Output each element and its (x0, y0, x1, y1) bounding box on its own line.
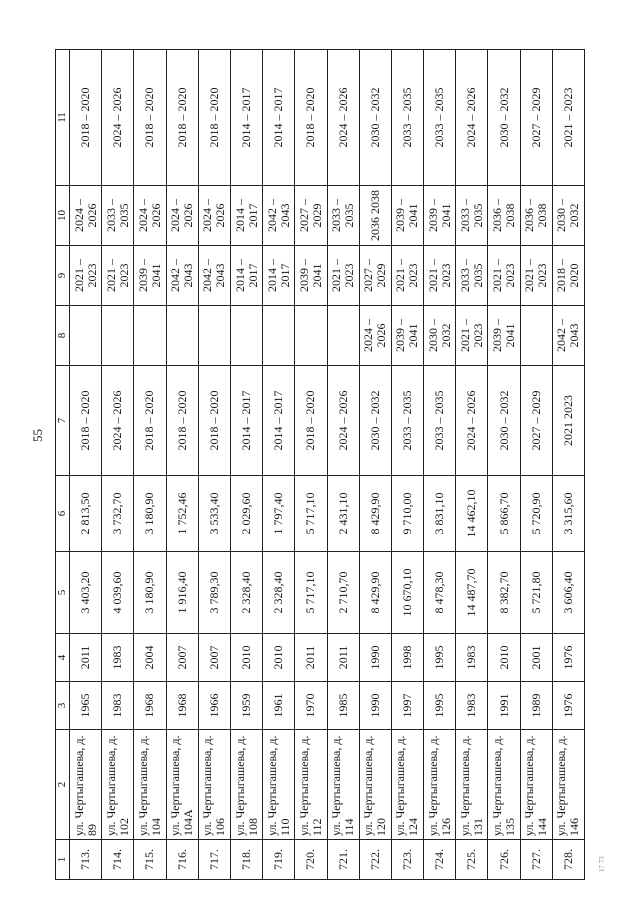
cell-total-area: 1 916,40 (166, 552, 198, 634)
table-row (295, 50, 327, 880)
cell-period-final: 2024 – 2026 (327, 50, 359, 186)
cell-total-area: 8 382,70 (488, 552, 520, 634)
cell-period-final: 2014 – 2017 (230, 50, 262, 186)
cell-period-elevators: 2042 – 2043 (263, 186, 295, 246)
cell-year-reconstructed: 1998 (391, 634, 423, 682)
page-number: 55 (30, 429, 45, 442)
cell-living-area: 2 813,50 (70, 476, 102, 552)
cell-period-final: 2030 – 2032 (359, 50, 391, 186)
cell-period-utilities: 2021 – 2023 (102, 246, 134, 306)
cell-living-area: 1 752,46 (166, 476, 198, 552)
table-row (424, 50, 456, 880)
cell-period-elevators: 2033 – 2035 (102, 186, 134, 246)
cell-living-area: 2 431,10 (327, 476, 359, 552)
cell-period-roof: 2024 – 2026 (456, 366, 488, 476)
cell-living-area: 3 315,60 (552, 476, 584, 552)
cell-period-utilities: 2042 – 2043 (166, 246, 198, 306)
cell-period-final: 2018 – 2020 (295, 50, 327, 186)
cell-period-roof: 2014 – 2017 (230, 366, 262, 476)
column-header-11: 11 (56, 50, 70, 186)
cell-period-facade: 2039 – 2041 (488, 306, 520, 366)
cell-period-utilities: 2014 – 2017 (230, 246, 262, 306)
cell-living-area: 3 732,70 (102, 476, 134, 552)
cell-year-built: 1995 (424, 682, 456, 730)
cell-period-roof: 2024 – 2026 (102, 366, 134, 476)
cell-period-utilities: 2021 – 2023 (424, 246, 456, 306)
cell-period-final: 2018 – 2020 (166, 50, 198, 186)
cell-year-reconstructed: 2011 (295, 634, 327, 682)
cell-year-reconstructed: 2010 (230, 634, 262, 682)
cell-period-facade (327, 306, 359, 366)
cell-period-elevators: 2036 2038 (359, 186, 391, 246)
cell-total-area: 5 717,10 (295, 552, 327, 634)
cell-period-final: 2018 – 2020 (70, 50, 102, 186)
cell-period-facade (134, 306, 166, 366)
cell-period-elevators: 2030 – 2032 (552, 186, 584, 246)
cell-row-number: 718. (230, 840, 262, 880)
table-body (70, 50, 585, 880)
cell-living-area: 2 029,60 (230, 476, 262, 552)
cell-address: ул. Чертыгашева, д. 126 (424, 730, 456, 840)
cell-total-area: 14 487,70 (456, 552, 488, 634)
cell-period-utilities: 2027 – 2029 (359, 246, 391, 306)
cell-year-reconstructed: 1983 (102, 634, 134, 682)
cell-year-reconstructed: 1976 (552, 634, 584, 682)
cell-total-area: 5 721,80 (520, 552, 552, 634)
column-header-3: 3 (56, 682, 70, 730)
cell-year-built: 1968 (134, 682, 166, 730)
cell-living-area: 8 429,90 (359, 476, 391, 552)
cell-period-facade: 2021 – 2023 (456, 306, 488, 366)
cell-total-area: 3 789,30 (198, 552, 230, 634)
cell-address: ул. Чертыгашева, д. 135 (488, 730, 520, 840)
cell-living-area: 5 866,70 (488, 476, 520, 552)
cell-period-elevators: 2039 – 2041 (391, 186, 423, 246)
cell-period-utilities: 2033 – 2035 (456, 246, 488, 306)
cell-address: ул. Чертыгашева, д. 120 (359, 730, 391, 840)
cell-period-utilities: 2021 – 2023 (520, 246, 552, 306)
cell-period-final: 2024 – 2026 (456, 50, 488, 186)
column-header-7: 7 (56, 366, 70, 476)
cell-living-area: 14 462,10 (456, 476, 488, 552)
cell-period-roof: 2018 – 2020 (166, 366, 198, 476)
cell-total-area: 8 478,30 (424, 552, 456, 634)
cell-row-number: 728. (552, 840, 584, 880)
cell-period-roof: 2033 – 2035 (391, 366, 423, 476)
cell-period-final: 2018 – 2020 (134, 50, 166, 186)
cell-address: ул. Чертыгашева, д. 102 (102, 730, 134, 840)
cell-year-reconstructed: 1983 (456, 634, 488, 682)
cell-address: ул. Чертыгашева, д. 106 (198, 730, 230, 840)
cell-living-area: 3 831,10 (424, 476, 456, 552)
cell-living-area: 3 533,40 (198, 476, 230, 552)
cell-period-facade (166, 306, 198, 366)
cell-period-elevators: 2024 – 2026 (198, 186, 230, 246)
column-header-9: 9 (56, 246, 70, 306)
cell-period-final: 2024 – 2026 (102, 50, 134, 186)
table-row (263, 50, 295, 880)
cell-period-facade (230, 306, 262, 366)
cell-period-utilities: 2039 – 2041 (295, 246, 327, 306)
table-row (327, 50, 359, 880)
column-header-4: 4 (56, 634, 70, 682)
cell-period-final: 2030 – 2032 (488, 50, 520, 186)
cell-total-area: 3 606,40 (552, 552, 584, 634)
cell-period-final: 2027 – 2029 (520, 50, 552, 186)
cell-address: ул. Чертыгашева, д. 89 (70, 730, 102, 840)
cell-period-elevators: 2014 – 2017 (230, 186, 262, 246)
cell-period-elevators: 2024 – 2026 (134, 186, 166, 246)
cell-row-number: 714. (102, 840, 134, 880)
cell-year-reconstructed: 1990 (359, 634, 391, 682)
cell-period-elevators: 2039 – 2041 (424, 186, 456, 246)
table-row (102, 50, 134, 880)
cell-row-number: 716. (166, 840, 198, 880)
cell-period-final: 2018 – 2020 (198, 50, 230, 186)
cell-total-area: 3 180,90 (134, 552, 166, 634)
cell-address: ул. Чертыгашева, д. 144 (520, 730, 552, 840)
cell-period-utilities: 2042 – 2043 (198, 246, 230, 306)
cell-address: ул. Чертыгашева, д. 104А (166, 730, 198, 840)
table-row (230, 50, 262, 880)
table-row (520, 50, 552, 880)
column-header-2: 2 (56, 730, 70, 840)
cell-period-final: 2021 – 2023 (552, 50, 584, 186)
table-row (134, 50, 166, 880)
cell-period-roof: 2014 – 2017 (263, 366, 295, 476)
cell-living-area: 1 797,40 (263, 476, 295, 552)
cell-address: ул. Чертыгашева, д. 110 (263, 730, 295, 840)
column-header-10: 10 (56, 186, 70, 246)
cell-period-elevators: 2033 – 2035 (456, 186, 488, 246)
table-row (488, 50, 520, 880)
cell-year-built: 1983 (102, 682, 134, 730)
cell-row-number: 719. (263, 840, 295, 880)
table-row (166, 50, 198, 880)
cell-year-reconstructed: 2001 (520, 634, 552, 682)
cell-period-roof: 2018 – 2020 (70, 366, 102, 476)
cell-year-built: 1983 (456, 682, 488, 730)
cell-period-elevators: 2036 – 2038 (520, 186, 552, 246)
cell-period-elevators: 2033 – 2035 (327, 186, 359, 246)
cell-living-area: 5 717,10 (295, 476, 327, 552)
cell-year-reconstructed: 2004 (134, 634, 166, 682)
cell-year-reconstructed: 2011 (70, 634, 102, 682)
cell-row-number: 715. (134, 840, 166, 880)
cell-year-built: 1976 (552, 682, 584, 730)
cell-year-built: 1965 (70, 682, 102, 730)
table-row (552, 50, 584, 880)
table-row (198, 50, 230, 880)
cell-period-elevators: 2024 – 2026 (70, 186, 102, 246)
cell-total-area: 2 328,40 (263, 552, 295, 634)
cell-period-utilities: 2021 – 2023 (327, 246, 359, 306)
cell-period-roof: 2030 – 2032 (359, 366, 391, 476)
cell-year-built: 1997 (391, 682, 423, 730)
cell-period-facade (520, 306, 552, 366)
cell-row-number: 727. (520, 840, 552, 880)
table-row (391, 50, 423, 880)
cell-period-utilities: 2018 – 2020 (552, 246, 584, 306)
cell-address: ул. Чертыгашева, д. 146 (552, 730, 584, 840)
cell-period-roof: 2018 – 2020 (198, 366, 230, 476)
column-header-6: 6 (56, 476, 70, 552)
cell-period-facade: 2024 – 2026 (359, 306, 391, 366)
cell-period-facade (295, 306, 327, 366)
cell-period-facade (102, 306, 134, 366)
cell-period-roof: 2024 – 2026 (327, 366, 359, 476)
cell-period-roof: 2018 – 2020 (295, 366, 327, 476)
cell-row-number: 717. (198, 840, 230, 880)
cell-row-number: 725. (456, 840, 488, 880)
cell-period-utilities: 2039 – 2041 (134, 246, 166, 306)
cell-year-built: 1970 (295, 682, 327, 730)
cell-total-area: 8 429,90 (359, 552, 391, 634)
cell-year-built: 1990 (359, 682, 391, 730)
cell-living-area: 5 720,90 (520, 476, 552, 552)
cell-row-number: 723. (391, 840, 423, 880)
cell-period-elevators: 2036 – 2038 (488, 186, 520, 246)
cell-living-area: 3 180,90 (134, 476, 166, 552)
cell-year-built: 1961 (263, 682, 295, 730)
cell-address: ул. Чертыгашева, д. 112 (295, 730, 327, 840)
column-header-5: 5 (56, 552, 70, 634)
cell-row-number: 722. (359, 840, 391, 880)
cell-period-utilities: 2021 – 2023 (391, 246, 423, 306)
cell-period-roof: 2027 – 2029 (520, 366, 552, 476)
header-row (56, 50, 70, 880)
footer-mark: 17 73 (598, 856, 606, 872)
cell-year-built: 1985 (327, 682, 359, 730)
cell-total-area: 10 670,10 (391, 552, 423, 634)
cell-period-facade: 2042 – 2043 (552, 306, 584, 366)
cell-address: ул. Чертыгашева, д. 108 (230, 730, 262, 840)
cell-living-area: 9 710,00 (391, 476, 423, 552)
cell-total-area: 2 328,40 (230, 552, 262, 634)
cell-year-built: 1968 (166, 682, 198, 730)
cell-total-area: 3 403,20 (70, 552, 102, 634)
cell-year-reconstructed: 1995 (424, 634, 456, 682)
cell-row-number: 713. (70, 840, 102, 880)
cell-period-utilities: 2021 – 2023 (488, 246, 520, 306)
cell-period-roof: 2033 – 2035 (424, 366, 456, 476)
cell-total-area: 2 710,70 (327, 552, 359, 634)
cell-period-facade (70, 306, 102, 366)
table-row (359, 50, 391, 880)
housing-schedule-table-wrapper (55, 50, 585, 880)
cell-address: ул. Чертыгашева, д. 104 (134, 730, 166, 840)
cell-row-number: 721. (327, 840, 359, 880)
cell-period-final: 2014 – 2017 (263, 50, 295, 186)
cell-year-built: 1991 (488, 682, 520, 730)
cell-period-elevators: 2024 – 2026 (166, 186, 198, 246)
cell-year-built: 1989 (520, 682, 552, 730)
cell-year-built: 1959 (230, 682, 262, 730)
cell-period-facade (198, 306, 230, 366)
cell-year-built: 1966 (198, 682, 230, 730)
cell-row-number: 724. (424, 840, 456, 880)
cell-period-roof: 2018 – 2020 (134, 366, 166, 476)
cell-period-facade (263, 306, 295, 366)
cell-year-reconstructed: 2010 (488, 634, 520, 682)
cell-year-reconstructed: 2007 (198, 634, 230, 682)
cell-period-roof: 2030 – 2032 (488, 366, 520, 476)
table-row (456, 50, 488, 880)
cell-address: ул. Чертыгашева, д. 124 (391, 730, 423, 840)
column-header-1: 1 (56, 840, 70, 880)
cell-period-utilities: 2021 – 2023 (70, 246, 102, 306)
cell-period-facade: 2039 – 2041 (391, 306, 423, 366)
cell-row-number: 720. (295, 840, 327, 880)
column-header-8: 8 (56, 306, 70, 366)
cell-period-facade: 2030 – 2032 (424, 306, 456, 366)
cell-total-area: 4 039,60 (102, 552, 134, 634)
table-row (70, 50, 102, 880)
cell-period-final: 2033 – 2035 (424, 50, 456, 186)
cell-address: ул. Чертыгашева, д. 131 (456, 730, 488, 840)
cell-address: ул. Чертыгашева, д. 114 (327, 730, 359, 840)
cell-year-reconstructed: 2011 (327, 634, 359, 682)
cell-row-number: 726. (488, 840, 520, 880)
cell-year-reconstructed: 2007 (166, 634, 198, 682)
housing-schedule-table (55, 49, 585, 880)
cell-year-reconstructed: 2010 (263, 634, 295, 682)
cell-period-roof: 2021 2023 (552, 366, 584, 476)
cell-period-utilities: 2014 – 2017 (263, 246, 295, 306)
cell-period-elevators: 2027 – 2029 (295, 186, 327, 246)
cell-period-final: 2033 – 2035 (391, 50, 423, 186)
